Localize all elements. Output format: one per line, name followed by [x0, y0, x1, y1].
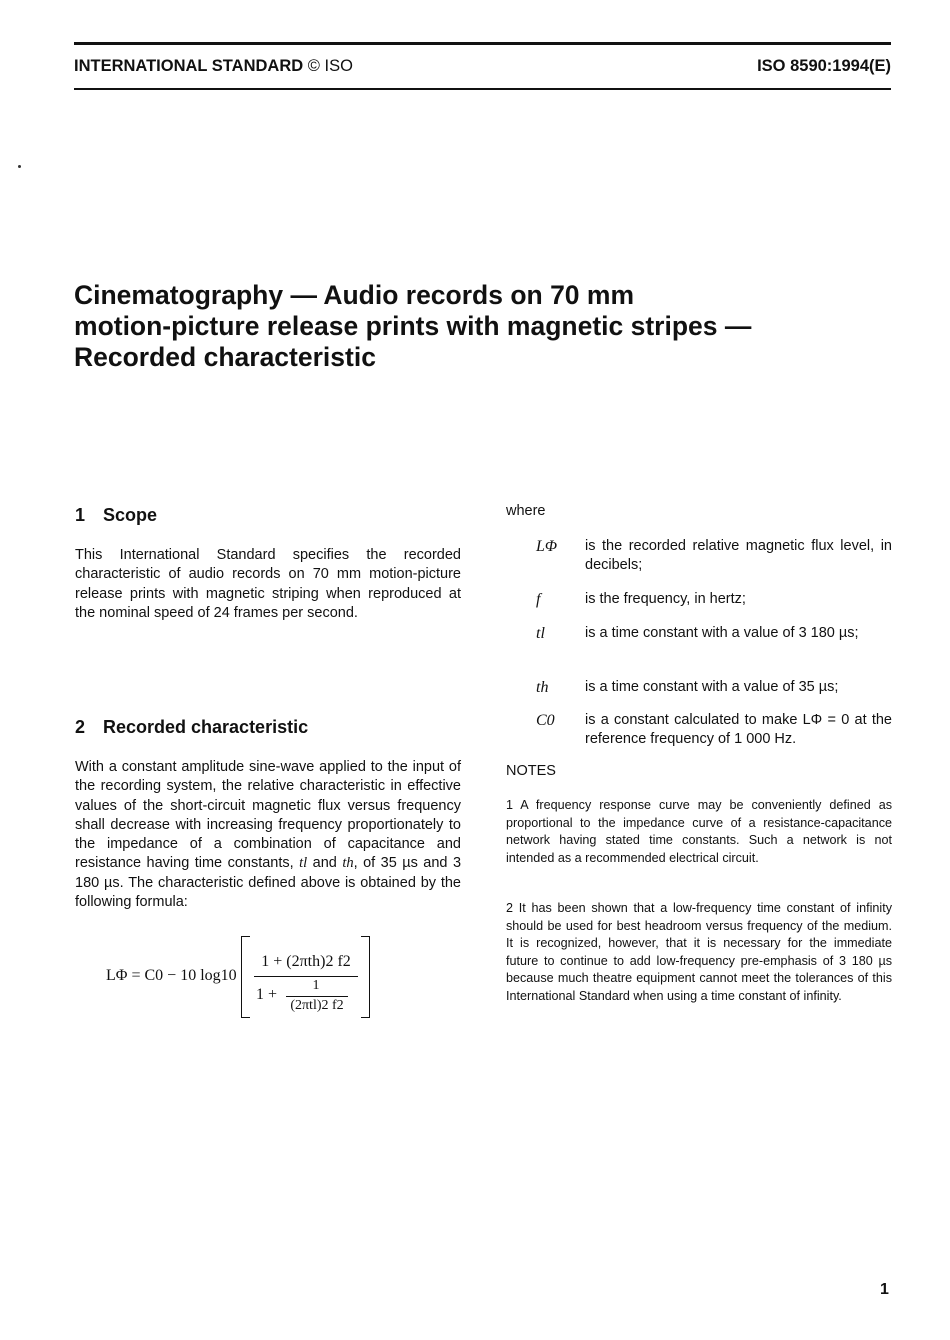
definition-symbol: f: [536, 591, 541, 608]
definition-symbol: th: [536, 679, 549, 696]
header-bottom-rule: [74, 88, 891, 90]
section-2-number: 2: [75, 717, 86, 737]
section-2: [75, 717, 461, 912]
definition-text: is a time constant with a value of 35 µs;: [585, 679, 839, 695]
section-2-body: [75, 758, 461, 912]
formula-inner-numerator: 1: [312, 978, 320, 993]
section-2-body-part-1: With a constant amplitude sine-wave applied to the input of the recording system, the relative characteristic in effective values of the short-circuit magnetic flux versus frequency shall decrease with increasing frequency proportionately to the impedance of a combination of capacitance and resistance having time constants,: [75, 759, 461, 872]
definition-symbol: C0: [536, 712, 555, 729]
definition-item: [506, 624, 892, 643]
section-1-body: This International Standard specifies the recorded characteristic of audio records on 70 mm motion-picture release prints with magnetic striping when reproduced at the nominal speed of 24 frames per second.: [75, 547, 461, 621]
formula-inner-denominator: (2πtl)2 f2: [290, 998, 344, 1013]
formula-lhs: LΦ = C0 − 10 log10: [106, 967, 237, 984]
document-title: [74, 280, 894, 373]
header-standard-label: INTERNATIONAL STANDARD: [74, 57, 304, 75]
definition-symbol: tl: [536, 625, 545, 642]
definition-text: is the recorded relative magnetic flux level, in decibels;: [585, 538, 892, 574]
notes-heading: NOTES: [506, 763, 556, 779]
note-2: 2 It has been shown that a low-frequency time constant of infinity should be used for best headroom versus frequency of the medium. It is recognized, however, that it is necessary for the immediate future to continue to add low-frequency pre-emphasis of 3 180 µs because much theatre equipment cannot meet the tolerances of this International Standard when using a time constant of infinity.: [506, 901, 892, 1003]
formula-fraction-bar: [254, 976, 358, 977]
recorded-characteristic-formula: [106, 936, 386, 1020]
formula-inner-fraction-bar: [286, 996, 348, 997]
section-2-var-th: th: [342, 855, 354, 872]
definition-text: is a time constant with a value of 3 180 µs;: [585, 625, 859, 641]
definition-item: [506, 590, 892, 609]
header-copyright: © ISO: [307, 57, 353, 75]
note-1: 1 A frequency response curve may be conveniently defined as proportional to the impedance curve of a resistance-capacitance network having stated time constants. Such a network is not intended as a recommended electrical circuit.: [506, 798, 892, 865]
section-1: [75, 505, 461, 623]
header-left: [74, 57, 353, 76]
scan-speck: [18, 165, 21, 168]
formula-right-bracket: [361, 936, 370, 1018]
definition-text: is a constant calculated to make LΦ = 0 at the reference frequency of 1 000 Hz.: [585, 712, 892, 748]
formula-denominator-lead: 1 +: [256, 986, 278, 1003]
definition-item: [506, 537, 892, 576]
definition-symbol: LΦ: [536, 538, 558, 555]
title-line-1: Cinematography — Audio records on 70 mm: [74, 280, 635, 310]
definition-text: is the frequency, in hertz;: [585, 591, 746, 607]
section-2-heading: [75, 717, 461, 738]
section-1-title: Scope: [103, 505, 158, 525]
header-top-rule: [74, 42, 891, 45]
section-1-heading: [75, 505, 461, 526]
section-1-number: 1: [75, 505, 86, 525]
title-line-3: Recorded characteristic: [74, 342, 376, 372]
section-2-body-part-2: , of 35 µs and 3 180 µs. The characteristic defined above is obtained by the following formula:: [75, 855, 462, 911]
header-document-id: ISO 8590:1994(E): [757, 57, 891, 75]
section-2-title: Recorded characteristic: [103, 717, 309, 737]
where-label: where: [506, 503, 546, 519]
section-2-var-tl: tl: [299, 855, 308, 872]
page-number: 1: [880, 1281, 889, 1298]
formula-numerator: 1 + (2πth)2 f2: [261, 953, 351, 970]
section-2-and: and: [312, 855, 337, 872]
definition-item: [506, 678, 892, 697]
title-line-2: motion-picture release prints with magnetic stripes —: [74, 311, 752, 341]
definition-item: [506, 711, 892, 750]
formula-left-bracket: [241, 936, 250, 1018]
